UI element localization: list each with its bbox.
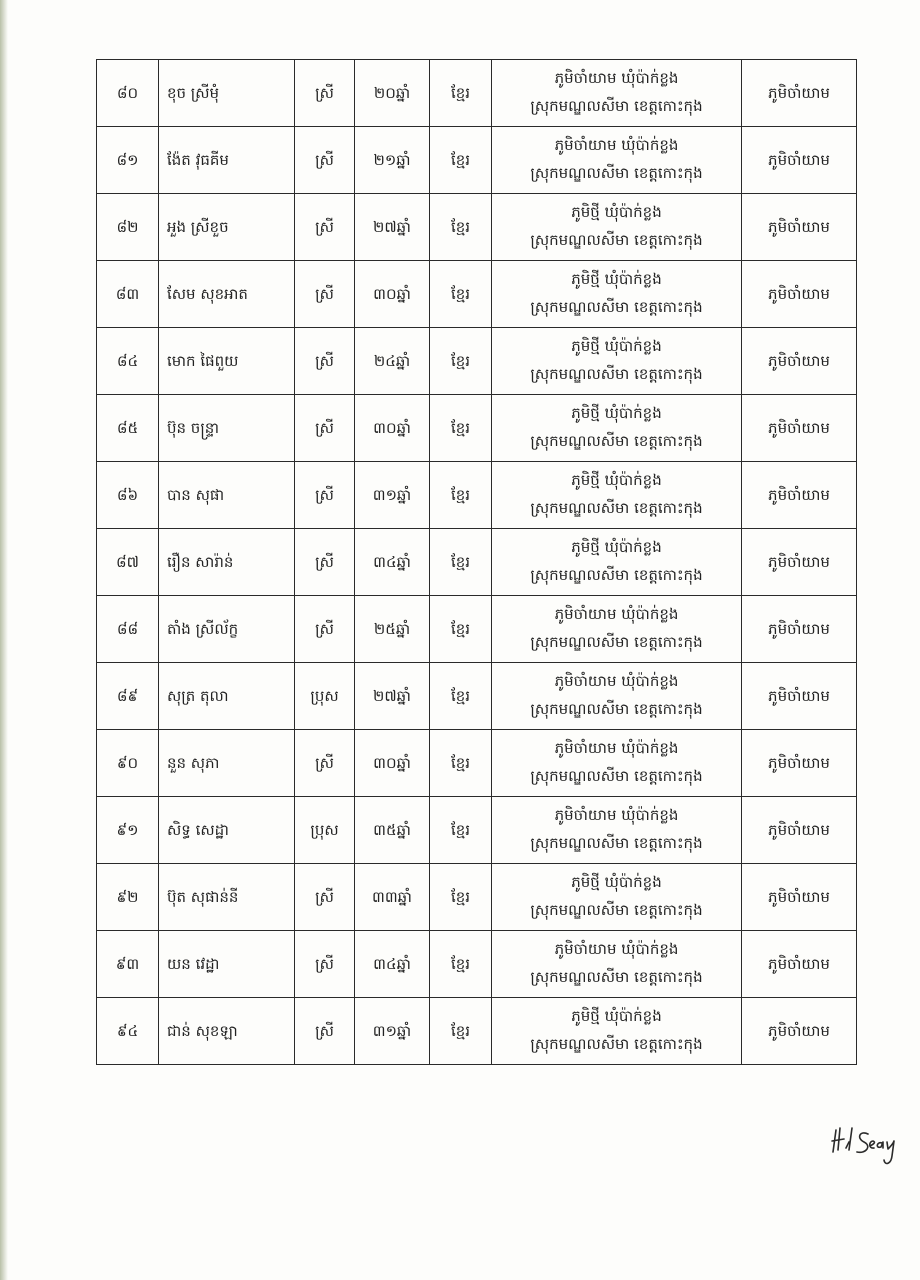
ethnicity-cell: ខ្មែរ <box>430 462 492 529</box>
age-cell: ២០ឆ្នាំ <box>355 60 430 127</box>
residence-cell: ភូមិចាំយាម <box>742 194 857 261</box>
row-number: ៨០ <box>97 60 159 127</box>
table-row <box>97 127 857 194</box>
address-line-district: ស្រុកមណ្ឌលសីមា ខេត្តកោះកុង <box>530 700 703 718</box>
ethnicity-cell: ខ្មែរ <box>430 931 492 998</box>
roster-table <box>96 59 857 1065</box>
address-cell <box>492 864 742 931</box>
sex-cell: ស្រី <box>295 998 355 1065</box>
table-row <box>97 596 857 663</box>
address-line-village: ភូមិចាំយាម ឃុំប៉ាក់ខ្លង <box>554 136 679 155</box>
ethnicity-cell: ខ្មែរ <box>430 194 492 261</box>
sex-cell: ស្រី <box>295 730 355 797</box>
table-row <box>97 462 857 529</box>
sex-cell: ប្រុស <box>295 797 355 864</box>
age-cell: ៣០ឆ្នាំ <box>355 730 430 797</box>
ethnicity-cell: ខ្មែរ <box>430 663 492 730</box>
residence-cell: ភូមិចាំយាម <box>742 328 857 395</box>
address-line-district: ស្រុកមណ្ឌលសីមា ខេត្តកោះកុង <box>530 298 703 316</box>
table-row <box>97 998 857 1065</box>
roster-body <box>97 60 857 1065</box>
row-number: ៨៥ <box>97 395 159 462</box>
ethnicity-cell: ខ្មែរ <box>430 529 492 596</box>
address-line-village: ភូមិចាំយាម ឃុំប៉ាក់ខ្លង <box>554 672 679 691</box>
ethnicity-cell: ខ្មែរ <box>430 261 492 328</box>
address-line-village: ភូមិចាំយាម ឃុំប៉ាក់ខ្លង <box>554 69 679 88</box>
person-name: ប៊ុន ចន្ទ្រា <box>159 395 295 462</box>
address-line-village: ភូមិថ្មី ឃុំប៉ាក់ខ្លង <box>571 203 662 222</box>
row-number: ៨១ <box>97 127 159 194</box>
row-number: ៩៣ <box>97 931 159 998</box>
person-name: មោក ផៃពួយ <box>159 328 295 395</box>
ethnicity-cell: ខ្មែរ <box>430 60 492 127</box>
row-number: ៨៩ <box>97 663 159 730</box>
residence-cell: ភូមិចាំយាម <box>742 60 857 127</box>
row-number: ៨៦ <box>97 462 159 529</box>
address-line-village: ភូមិចាំយាម ឃុំប៉ាក់ខ្លង <box>554 605 679 624</box>
address-cell <box>492 663 742 730</box>
table-row <box>97 931 857 998</box>
address-line-district: ស្រុកមណ្ឌលសីមា ខេត្តកោះកុង <box>530 968 703 986</box>
person-name: តាំង ស្រីល័ក្ខ <box>159 596 295 663</box>
person-name: រឿន សារ៉ាន់ <box>159 529 295 596</box>
sex-cell: ស្រី <box>295 462 355 529</box>
residence-cell: ភូមិចាំយាម <box>742 663 857 730</box>
age-cell: ២១ឆ្នាំ <box>355 127 430 194</box>
table-row <box>97 864 857 931</box>
person-name: ប៊ុត សុផាន់នី <box>159 864 295 931</box>
address-line-village: ភូមិចាំយាម ឃុំប៉ាក់ខ្លង <box>554 806 679 825</box>
page-edge-shadow <box>0 0 8 1280</box>
address-cell <box>492 529 742 596</box>
sex-cell: ស្រី <box>295 127 355 194</box>
address-line-village: ភូមិថ្មី ឃុំប៉ាក់ខ្លង <box>571 404 662 423</box>
table-row <box>97 194 857 261</box>
address-line-village: ភូមិចាំយាម ឃុំប៉ាក់ខ្លង <box>554 940 679 959</box>
age-cell: ៣១ឆ្នាំ <box>355 998 430 1065</box>
row-number: ៨៤ <box>97 328 159 395</box>
address-cell <box>492 730 742 797</box>
person-name: ង៉ែត វុធគីម <box>159 127 295 194</box>
residence-cell: ភូមិចាំយាម <box>742 998 857 1065</box>
age-cell: ៣៤ឆ្នាំ <box>355 529 430 596</box>
address-line-village: ភូមិថ្មី ឃុំប៉ាក់ខ្លង <box>571 1007 662 1026</box>
ethnicity-cell: ខ្មែរ <box>430 797 492 864</box>
table-row <box>97 663 857 730</box>
table-row <box>97 529 857 596</box>
ethnicity-cell: ខ្មែរ <box>430 395 492 462</box>
age-cell: ២៧ឆ្នាំ <box>355 663 430 730</box>
address-line-district: ស្រុកមណ្ឌលសីមា ខេត្តកោះកុង <box>530 767 703 785</box>
sex-cell: ស្រី <box>295 194 355 261</box>
address-cell <box>492 127 742 194</box>
age-cell: ៣១ឆ្នាំ <box>355 462 430 529</box>
address-cell <box>492 395 742 462</box>
sex-cell: ស្រី <box>295 596 355 663</box>
ethnicity-cell: ខ្មែរ <box>430 998 492 1065</box>
age-cell: ៣៣ឆ្នាំ <box>355 864 430 931</box>
row-number: ៨២ <box>97 194 159 261</box>
address-line-district: ស្រុកមណ្ឌលសីមា ខេត្តកោះកុង <box>530 365 703 383</box>
sex-cell: ស្រី <box>295 931 355 998</box>
person-name: ខុច ស្រីមុំ <box>159 60 295 127</box>
table-row <box>97 60 857 127</box>
sex-cell: ស្រី <box>295 529 355 596</box>
sex-cell: ស្រី <box>295 328 355 395</box>
sex-cell: ស្រី <box>295 395 355 462</box>
address-cell <box>492 194 742 261</box>
address-line-district: ស្រុកមណ្ឌលសីមា ខេត្តកោះកុង <box>530 432 703 450</box>
address-cell <box>492 462 742 529</box>
row-number: ៩០ <box>97 730 159 797</box>
table-row <box>97 797 857 864</box>
person-name: សែម សុខអាត <box>159 261 295 328</box>
residence-cell: ភូមិចាំយាម <box>742 864 857 931</box>
ethnicity-cell: ខ្មែរ <box>430 328 492 395</box>
address-line-village: ភូមិថ្មី ឃុំប៉ាក់ខ្លង <box>571 337 662 356</box>
row-number: ៨៧ <box>97 529 159 596</box>
address-line-village: ភូមិចាំយាម ឃុំប៉ាក់ខ្លង <box>554 739 679 758</box>
person-name: សុត្រ តុលា <box>159 663 295 730</box>
residence-cell: ភូមិចាំយាម <box>742 127 857 194</box>
person-name: យន វេដ្ឋា <box>159 931 295 998</box>
address-line-district: ស្រុកមណ្ឌលសីមា ខេត្តកោះកុង <box>530 1035 703 1053</box>
residence-cell: ភូមិចាំយាម <box>742 529 857 596</box>
address-line-district: ស្រុកមណ្ឌលសីមា ខេត្តកោះកុង <box>530 901 703 919</box>
residence-cell: ភូមិចាំយាម <box>742 596 857 663</box>
address-line-district: ស្រុកមណ្ឌលសីមា ខេត្តកោះកុង <box>530 231 703 249</box>
address-line-district: ស្រុកមណ្ឌលសីមា ខេត្តកោះកុង <box>530 97 703 115</box>
residence-cell: ភូមិចាំយាម <box>742 395 857 462</box>
address-line-village: ភូមិថ្មី ឃុំប៉ាក់ខ្លង <box>571 270 662 289</box>
row-number: ៩១ <box>97 797 159 864</box>
age-cell: ៣៥ឆ្នាំ <box>355 797 430 864</box>
ethnicity-cell: ខ្មែរ <box>430 596 492 663</box>
age-cell: ២៤ឆ្នាំ <box>355 328 430 395</box>
address-cell <box>492 60 742 127</box>
signature <box>830 1122 900 1170</box>
address-line-village: ភូមិថ្មី ឃុំប៉ាក់ខ្លង <box>571 471 662 490</box>
row-number: ៩២ <box>97 864 159 931</box>
residence-cell: ភូមិចាំយាម <box>742 931 857 998</box>
residence-cell: ភូមិចាំយាម <box>742 797 857 864</box>
address-line-district: ស្រុកមណ្ឌលសីមា ខេត្តកោះកុង <box>530 633 703 651</box>
address-line-district: ស្រុកមណ្ឌលសីមា ខេត្តកោះកុង <box>530 834 703 852</box>
address-line-district: ស្រុកមណ្ឌលសីមា ខេត្តកោះកុង <box>530 164 703 182</box>
ethnicity-cell: ខ្មែរ <box>430 730 492 797</box>
age-cell: ៣៤ឆ្នាំ <box>355 931 430 998</box>
address-cell <box>492 596 742 663</box>
address-cell <box>492 998 742 1065</box>
residence-cell: ភូមិចាំយាម <box>742 730 857 797</box>
address-line-village: ភូមិថ្មី ឃុំប៉ាក់ខ្លង <box>571 538 662 557</box>
age-cell: ២៥ឆ្នាំ <box>355 596 430 663</box>
person-name: ជាន់ សុខឡា <box>159 998 295 1065</box>
ethnicity-cell: ខ្មែរ <box>430 864 492 931</box>
sex-cell: ស្រី <box>295 261 355 328</box>
sex-cell: ស្រី <box>295 864 355 931</box>
person-name: បាន សុផា <box>159 462 295 529</box>
address-line-village: ភូមិថ្មី ឃុំប៉ាក់ខ្លង <box>571 873 662 892</box>
table-row <box>97 328 857 395</box>
table-row <box>97 395 857 462</box>
address-cell <box>492 931 742 998</box>
row-number: ៨៨ <box>97 596 159 663</box>
address-line-district: ស្រុកមណ្ឌលសីមា ខេត្តកោះកុង <box>530 566 703 584</box>
age-cell: ២៧ឆ្នាំ <box>355 194 430 261</box>
address-cell <box>492 797 742 864</box>
table-row <box>97 730 857 797</box>
sex-cell: ប្រុស <box>295 663 355 730</box>
row-number: ៨៣ <box>97 261 159 328</box>
address-line-district: ស្រុកមណ្ឌលសីមា ខេត្តកោះកុង <box>530 499 703 517</box>
person-name: អួង ស្រីខួច <box>159 194 295 261</box>
ethnicity-cell: ខ្មែរ <box>430 127 492 194</box>
address-cell <box>492 328 742 395</box>
age-cell: ៣០ឆ្នាំ <box>355 395 430 462</box>
person-name: នួន សុភា <box>159 730 295 797</box>
residence-cell: ភូមិចាំយាម <box>742 462 857 529</box>
age-cell: ៣០ឆ្នាំ <box>355 261 430 328</box>
person-name: សិទ្ធ សេដ្ឋា <box>159 797 295 864</box>
signature-text: Ht Seay <box>830 1169 834 1170</box>
sex-cell: ស្រី <box>295 60 355 127</box>
table-row <box>97 261 857 328</box>
address-cell <box>492 261 742 328</box>
row-number: ៩៤ <box>97 998 159 1065</box>
residence-cell: ភូមិចាំយាម <box>742 261 857 328</box>
